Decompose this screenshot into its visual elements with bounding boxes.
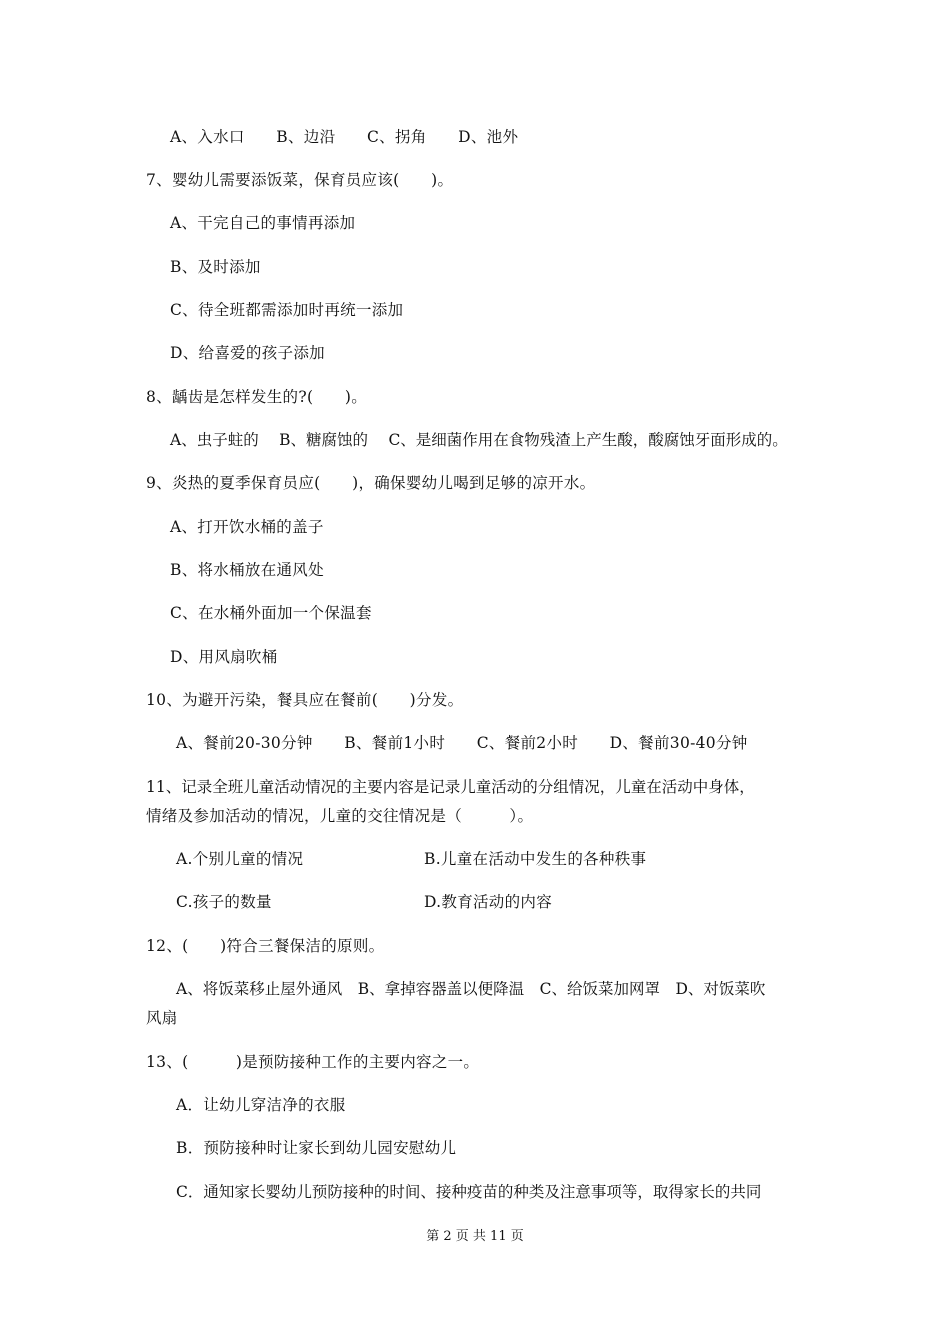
- q11-option-c: C.孩子的数量: [176, 893, 272, 911]
- q6-options: A、入水口 B、边沿 C、拐角 D、池外: [170, 128, 519, 146]
- q9-option-a: A、打开饮水桶的盖子: [170, 518, 324, 536]
- q11-option-b: B.儿童在活动中发生的各种秩事: [424, 850, 647, 868]
- q7-option-c: C、待全班都需添加时再统一添加: [170, 301, 404, 319]
- q12-options-line2: 风扇: [146, 1009, 178, 1027]
- q10-question: 10、为避开污染，餐具应在餐前( )分发。: [146, 691, 464, 709]
- q9-question: 9、炎热的夏季保育员应( )，确保婴幼儿喝到足够的凉开水。: [146, 474, 596, 492]
- q9-option-d: D、用风扇吹桶: [170, 648, 278, 666]
- q13-option-b: B．预防接种时让家长到幼儿园安慰幼儿: [176, 1139, 457, 1157]
- q11-question-line2: 情绪及参加活动的情况，儿童的交往情况是（ ）。: [146, 807, 534, 825]
- q12-options-line1: A、将饭菜移止屋外通风 B、拿掉容器盖以便降温 C、给饭菜加网罩 D、对饭菜吹: [176, 980, 766, 998]
- q8-question: 8、龋齿是怎样发生的?( )。: [146, 388, 368, 406]
- q11-question-line1: 11、记录全班儿童活动情况的主要内容是记录儿童活动的分组情况，儿童在活动中身体，: [146, 778, 755, 796]
- q10-options: A、餐前20-30分钟 B、餐前1小时 C、餐前2小时 D、餐前30-40分钟: [176, 734, 748, 752]
- q9-option-b: B、将水桶放在通风处: [170, 561, 324, 579]
- q8-options: A、虫子蛀的 B、糖腐蚀的 C、是细菌作用在食物残渣上产生酸，酸腐蚀牙面形成的。: [170, 431, 788, 449]
- q9-option-c: C、在水桶外面加一个保温套: [170, 604, 372, 622]
- q13-question: 13、( )是预防接种工作的主要内容之一。: [146, 1053, 480, 1071]
- q12-question: 12、( )符合三餐保洁的原则。: [146, 937, 385, 955]
- q7-option-d: D、给喜爱的孩子添加: [170, 344, 325, 362]
- q7-question: 7、婴幼儿需要添饭菜，保育员应该( )。: [146, 171, 454, 189]
- q13-option-a: A．让幼儿穿洁净的衣服: [176, 1096, 346, 1114]
- q11-option-a: A.个别儿童的情况: [176, 850, 304, 868]
- q7-option-b: B、及时添加: [170, 258, 261, 276]
- page-footer: 第 2 页 共 11 页: [426, 1229, 524, 1244]
- q7-option-a: A、干完自己的事情再添加: [170, 214, 356, 232]
- q11-option-d: D.教育活动的内容: [424, 893, 553, 911]
- q13-option-c: C．通知家长婴幼儿预防接种的时间、接种疫苗的种类及注意事项等，取得家长的共同: [176, 1183, 762, 1201]
